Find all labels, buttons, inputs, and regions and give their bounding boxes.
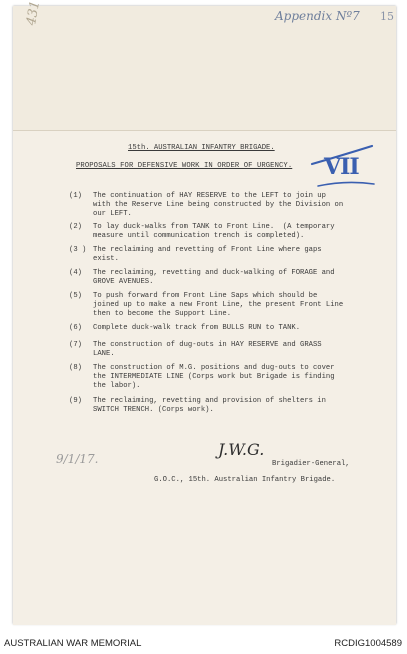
item-text: Complete duck-walk track from BULLS RUN to TANK. <box>93 324 301 332</box>
item-text: The continuation of HAY RESERVE to the LEFT to join up with the Reserve Line being constructed by the Division on our LEFT. <box>93 192 344 218</box>
item-text: The reclaiming, revetting and provision of shelters in SWITCH TRENCH. (Corps work). <box>93 397 326 414</box>
item-number: (3 ) <box>69 246 87 254</box>
item-number: (8) <box>69 364 82 372</box>
item-number: (4) <box>69 269 82 277</box>
item-text: To lay duck-walks from TANK to Front Line. (A temporary measure until communication trench is completed). <box>93 223 335 240</box>
item-text: The reclaiming, revetting and duck-walking of FORAGE and GROVE AVENUES. <box>93 269 335 286</box>
footer-record-id: RCDIG1004589 <box>334 638 402 649</box>
page-number: 15 <box>380 10 394 23</box>
item-text: The construction of M.G. positions and dug-outs to cover the INTERMEDIATE LINE (Corps work but Brigade is finding the labor). <box>93 364 335 390</box>
priority-mark <box>310 140 380 192</box>
document-heading: 15th. AUSTRALIAN INFANTRY BRIGADE. <box>128 144 275 152</box>
item-number: (7) <box>69 341 82 349</box>
folio-number: 431 <box>24 0 44 27</box>
item-text: The construction of dug-outs in HAY RESERVE and GRASS LANE. <box>93 341 322 358</box>
item-text: The reclaiming and revetting of Front Line where gaps exist. <box>93 246 322 263</box>
priority-roman-numeral: VII <box>324 154 359 180</box>
date-note: 9/1/17. <box>56 452 99 466</box>
signer-org: G.O.C., 15th. Australian Infantry Brigade. <box>154 476 336 484</box>
item-text: To push forward from Front Line Saps which should be joined up to make a new Front Line, the present Front Line then to become the Support Line. <box>93 292 344 318</box>
footer-institution: AUSTRALIAN WAR MEMORIAL <box>4 638 142 649</box>
signature: J.W.G. <box>218 440 265 459</box>
appendix-annotation: Appendix Nº7 <box>275 9 360 23</box>
item-number: (9) <box>69 397 82 405</box>
signer-title: Brigadier-General, <box>272 460 350 468</box>
item-number: (6) <box>69 324 82 332</box>
item-number: (5) <box>69 292 82 300</box>
document-subheading: PROPOSALS FOR DEFENSIVE WORK IN ORDER OF URGENCY. <box>76 162 293 170</box>
item-number: (1) <box>69 192 82 200</box>
item-number: (2) <box>69 223 82 231</box>
